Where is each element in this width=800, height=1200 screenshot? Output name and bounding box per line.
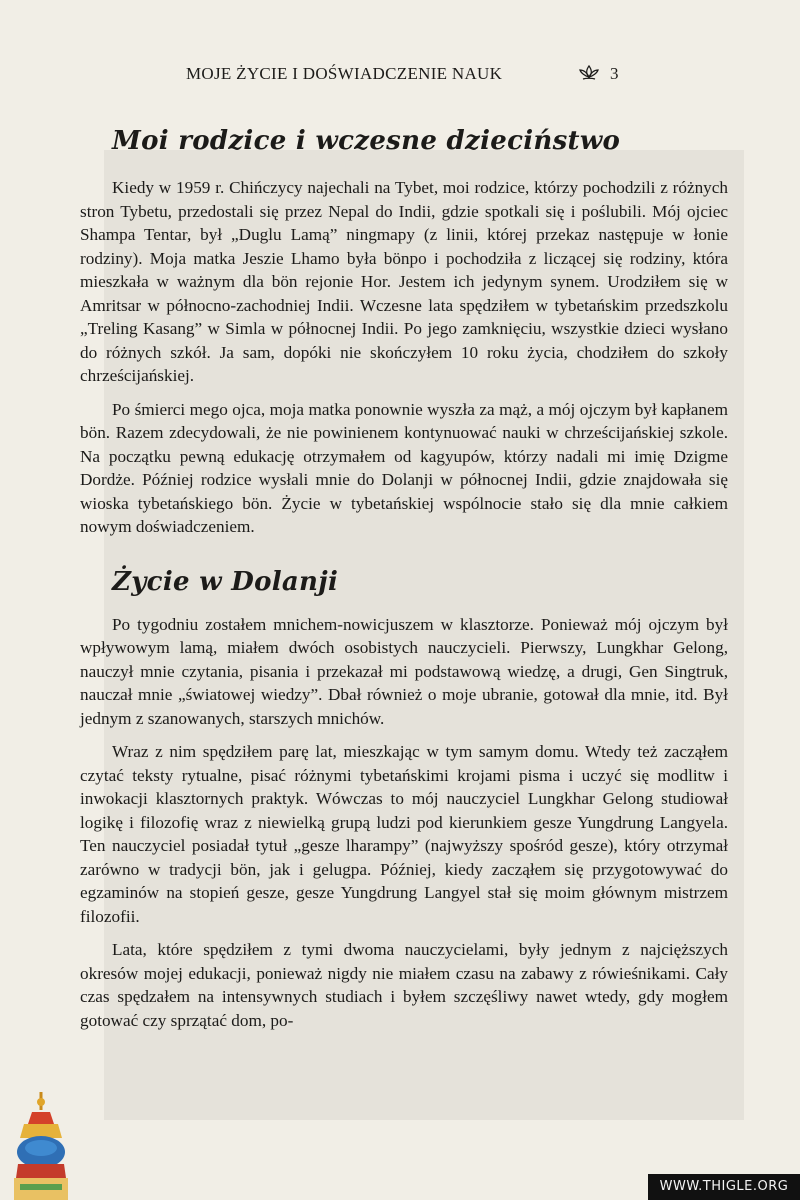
paragraph: Lata, które spędziłem z tymi dwoma nauczycielami, były jednym z najcięższych okresów mojej edukacji, ponieważ nigdy nie miałem czasu na zabawy z rówieśnikami. Cały czas spędzałem na intensywnych studiach i byłem szczęśliwy nawet wtedy, gdy mogłem gotować czy sprzątać dom, po- <box>80 940 728 1030</box>
paragraph: Wraz z nim spędziłem parę lat, mieszkając w tym samym domu. Wtedy też zacząłem czytać teksty rytualne, pisać różnymi tybetańskimi krojami pisma i uczyć się modlitw i inwokacji klasztornych praktyk. Wówczas to mój nauczyciel Lungkhar Gelong studiował logikę i filozofię wraz z niewielką grupą ludzi pod kierunkiem gesze Yungdrung Langyela. Ten nauczyciel posiadał tytuł „gesze lharampy” (najwyższy spośród gesze), który otrzymał zarówno w tradycji bön, jak i gelugpa. Później, kiedy zacząłem się przygotowywać do egzaminów na stopień gesze, gesze Yungdrung Langyel stał się moim głównym mistrzem filozofii. <box>80 742 728 926</box>
page-content <box>80 126 728 1042</box>
running-header <box>0 62 800 88</box>
paragraph: Kiedy w 1959 r. Chińczycy najechali na Tybet, moi rodzice, którzy pochodzili z różnych stron Tybetu, przedostali się przez Nepal do Indii, gdzie spotkali się i poślubili. Mój ojciec Shampa Tentar, był „Duglu Lamą” ningmapy (z linii, której przekaz następuje w łonie rodziny). Moja matka Jeszie Lhamo była bönpo i pochodziła z liczącej się rodziny, która mieszkała w ważnym dla bön rejonie Hor. Jestem ich jedynym synem. Urodziłem się w Amritsar w północno-zachodniej Indii. Wczesne lata spędziłem w tybetańskim przedszkolu „Treling Kasang” w Simla w północnej Indii. Po jego zamknięciu, wszystkie dzieci wysłano do różnych szkół. Ja sam, dopóki nie skończyłem 10 roku życia, chodziłem do szkoły chrześcijańskiej. <box>80 178 728 385</box>
lotus-ornament-icon <box>578 62 600 84</box>
section-heading-dolanji: Życie w Dolanji <box>112 566 339 597</box>
stupa-logo-icon <box>10 1090 72 1200</box>
paragraph: Po tygodniu zostałem mnichem-nowicjuszem w klasztorze. Ponieważ mój ojczym był wpływowym lamą, miałem dwóch osobistych nauczycieli. Pierwszy, Lungkhar Gelong, nauczył mnie czytania, pisania i przekazał mi podstawową wiedzę, a drugi, Gen Singtruk, nauczał mnie „światowej wiedzy”. Dbał również o moje ubranie, gotował dla mnie, itd. Był jednym z szanowanych, starszych mnichów. <box>80 614 728 728</box>
section-heading-parents: Moi rodzice i wczesne dzieciństwo <box>112 126 621 156</box>
website-watermark: WWW.THIGLE.ORG <box>648 1174 800 1200</box>
paragraph: Po śmierci mego ojca, moja matka ponownie wyszła za mąż, a mój ojczym był kapłanem bön. Razem zdecydowali, że nie powinienem kontynuować nauki w chrześcijańskiej szkole. Na początku pewną edukację otrzymałem od kagyupów, którzy nadali mi imię Dzigme Dordże. Później rodzice wysłali mnie do Dolanji w północnej Indii, gdzie znajdowała się wioska tybetańskiego bön. Życie w tybetańskiej wspólnocie stało się dla mnie całkiem nowym doświadczeniem. <box>80 399 728 536</box>
page-number: 3 <box>610 64 619 83</box>
running-header-title: MOJE ŻYCIE I DOŚWIADCZENIE NAUK <box>186 64 503 83</box>
